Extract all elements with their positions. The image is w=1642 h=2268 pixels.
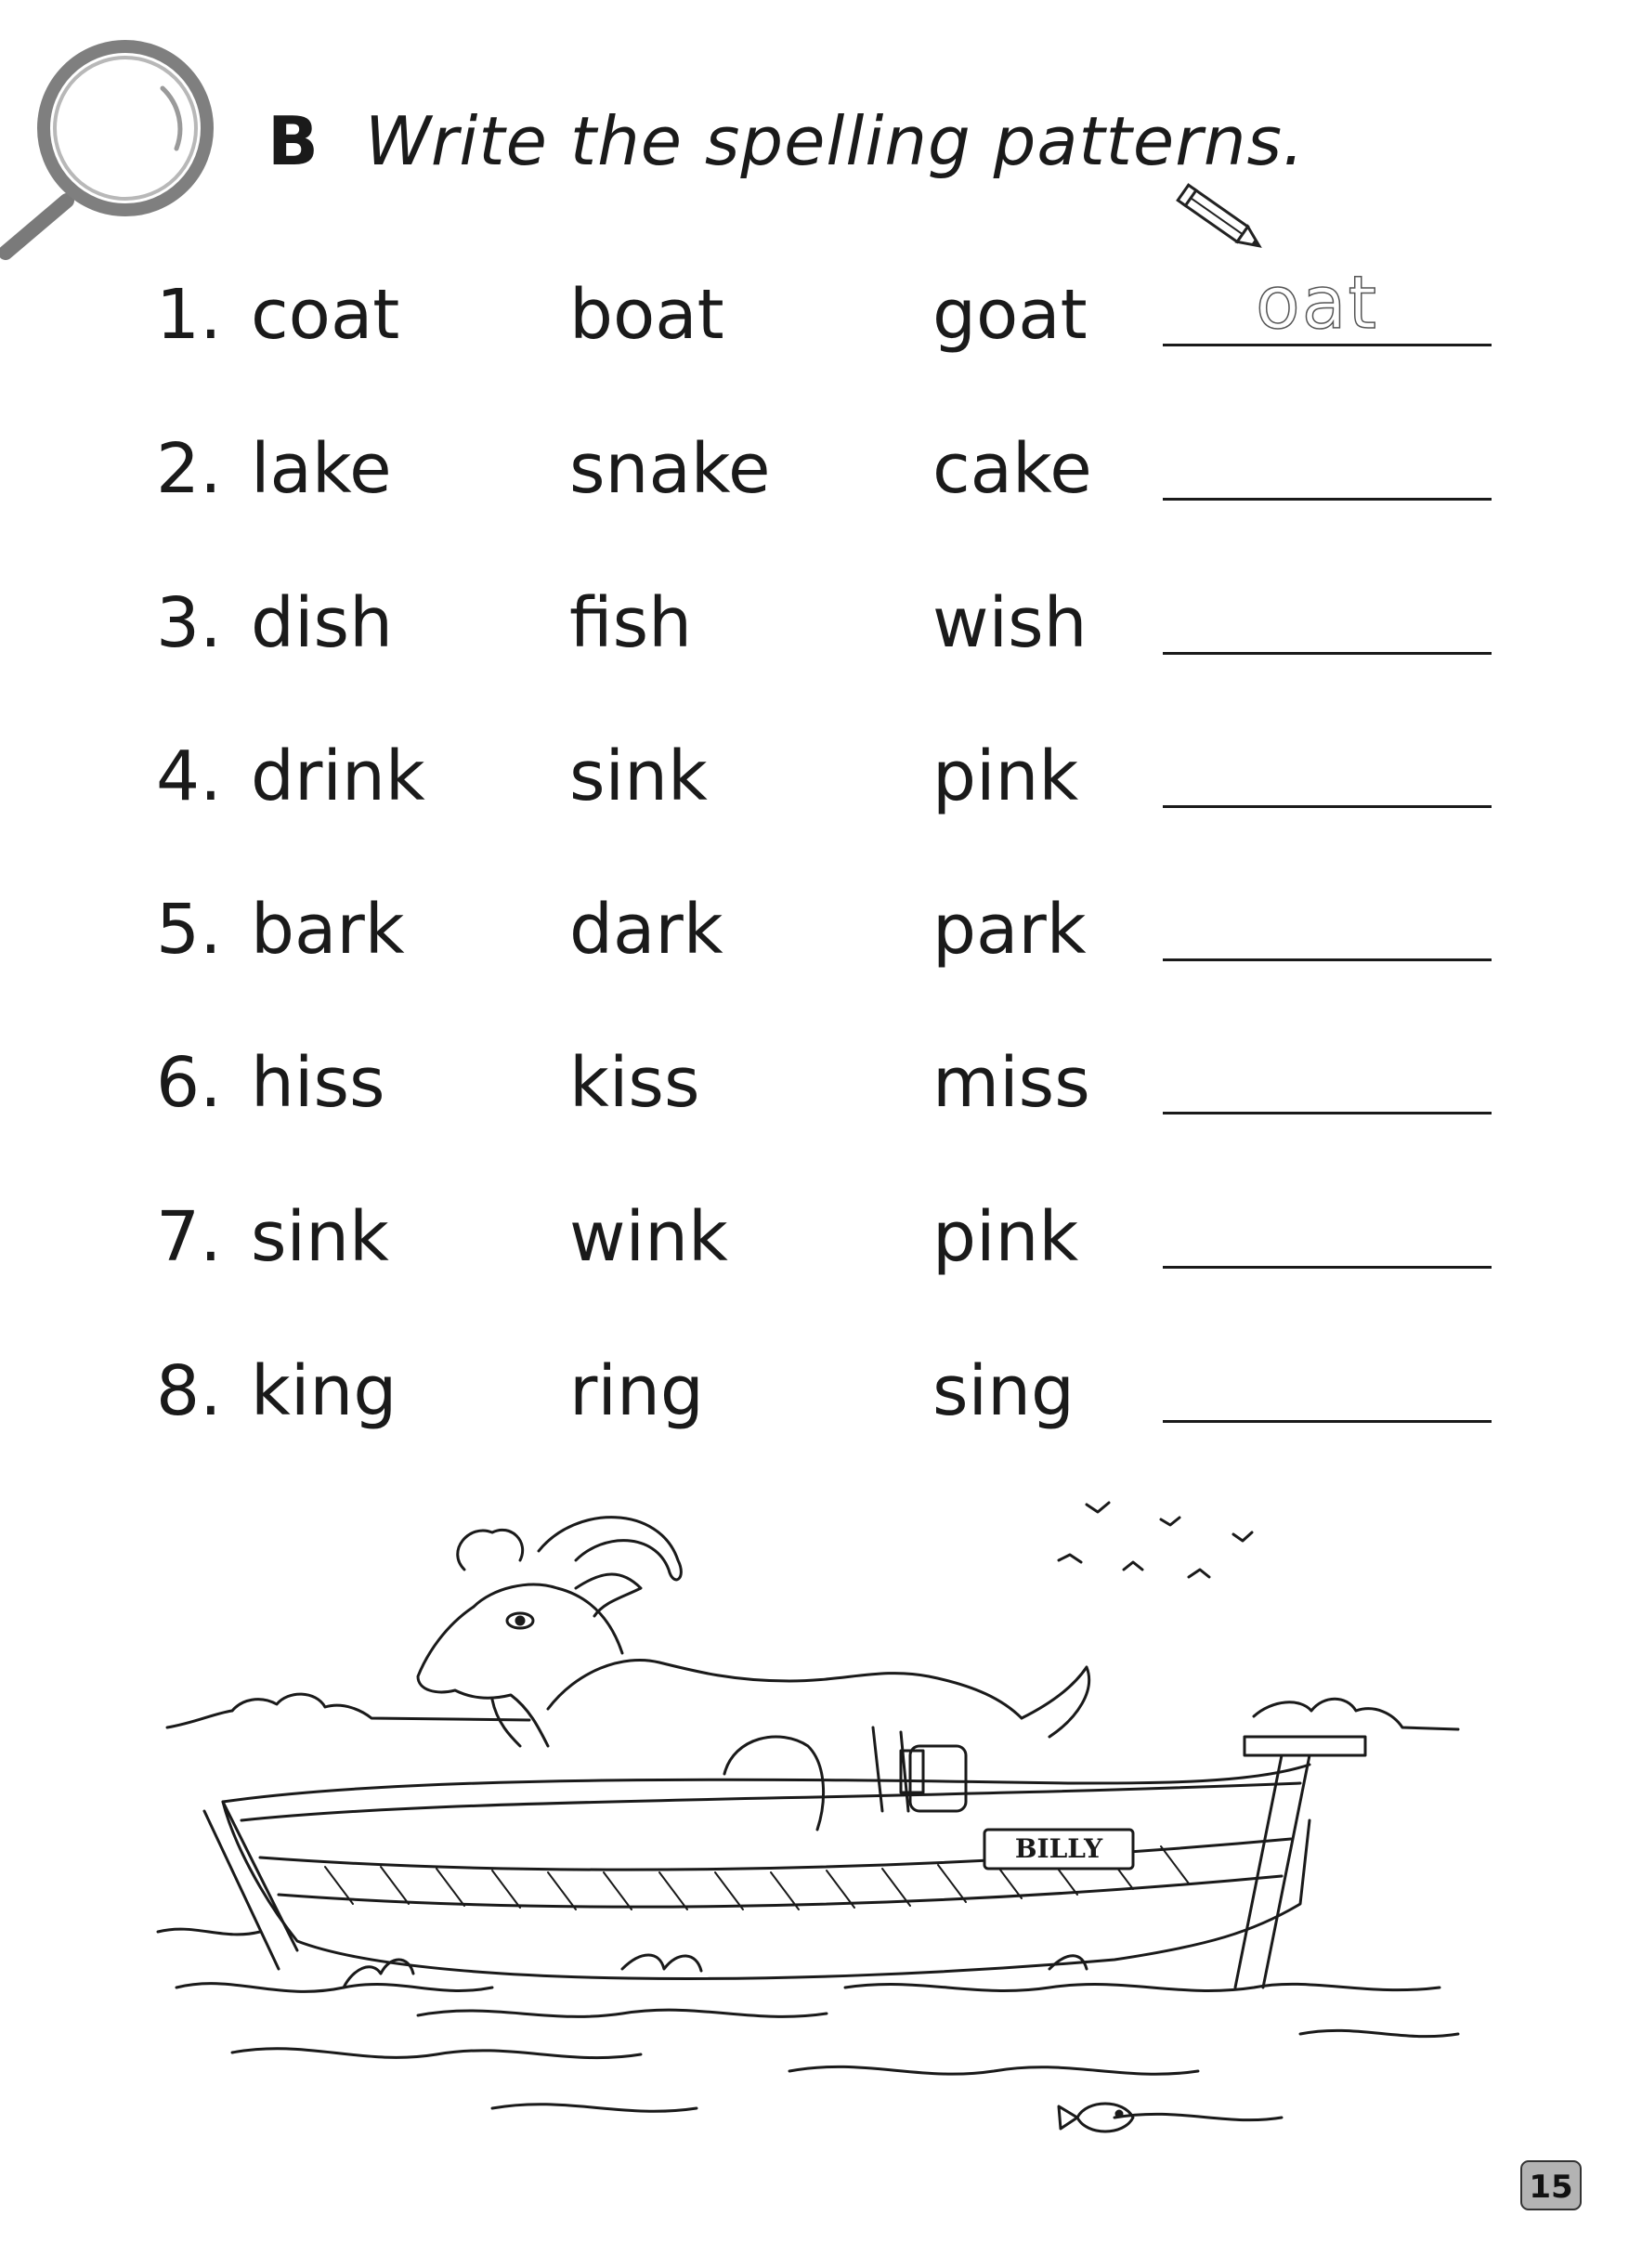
answer-line[interactable] [1163,652,1492,655]
word-2: boat [569,275,724,355]
row-number: 4. [156,736,222,816]
exercise-row [0,264,1642,366]
word-3: park [932,890,1087,970]
exercise-row [0,725,1642,828]
magnifying-glass-icon [0,37,223,279]
answer-example: oat [1256,262,1379,345]
row-number: 7. [156,1197,222,1277]
word-1: coat [251,275,400,355]
goat-in-boat-illustration [139,1467,1514,2173]
answer-line[interactable] [1163,958,1492,961]
exercise-row [0,1032,1642,1134]
word-2: fish [569,583,693,663]
word-1: bark [251,890,405,970]
row-number: 8. [156,1351,222,1431]
answer-line[interactable] [1163,1112,1492,1114]
row-number: 2. [156,429,222,509]
section-heading [267,102,1305,195]
word-3: sing [932,1351,1075,1431]
row-number: 5. [156,890,222,970]
exercise-row [0,879,1642,981]
word-1: hiss [251,1043,385,1123]
word-3: pink [932,736,1079,816]
pencil-icon [1174,180,1276,264]
word-3: miss [932,1043,1090,1123]
exercise-row [0,418,1642,520]
bird [1087,1503,1109,1512]
answer-line[interactable] [1163,1266,1492,1269]
answer-line[interactable] [1163,344,1492,346]
word-1: drink [251,736,425,816]
boat-name: BILLY [1014,1833,1103,1864]
word-1: lake [251,429,392,509]
word-3: pink [932,1197,1079,1277]
word-2: kiss [569,1043,700,1123]
answer-line[interactable] [1163,498,1492,501]
exercise-row [0,572,1642,674]
page-number-badge: 15 [1520,2160,1582,2210]
row-number: 3. [156,583,222,663]
answer-line[interactable] [1163,805,1492,808]
word-1: king [251,1351,397,1431]
row-number: 1. [156,275,222,355]
exercise-row [0,1340,1642,1442]
word-2: snake [569,429,771,509]
word-2: dark [569,890,723,970]
word-3: cake [932,429,1092,509]
section-instruction: Write the spelling patterns. [364,102,1305,180]
word-3: wish [932,583,1088,663]
word-1: sink [251,1197,389,1277]
bird [1124,1562,1142,1570]
bird [1189,1570,1209,1577]
answer-line[interactable] [1163,1420,1492,1423]
word-3: goat [932,275,1088,355]
section-letter: B [267,102,319,180]
exercise-row [0,1186,1642,1288]
word-2: sink [569,736,708,816]
word-2: wink [569,1197,728,1277]
word-1: dish [251,583,393,663]
row-number: 6. [156,1043,222,1123]
bird [1059,1555,1081,1562]
bird [1233,1532,1252,1541]
word-2: ring [569,1351,704,1431]
bird [1161,1518,1179,1525]
